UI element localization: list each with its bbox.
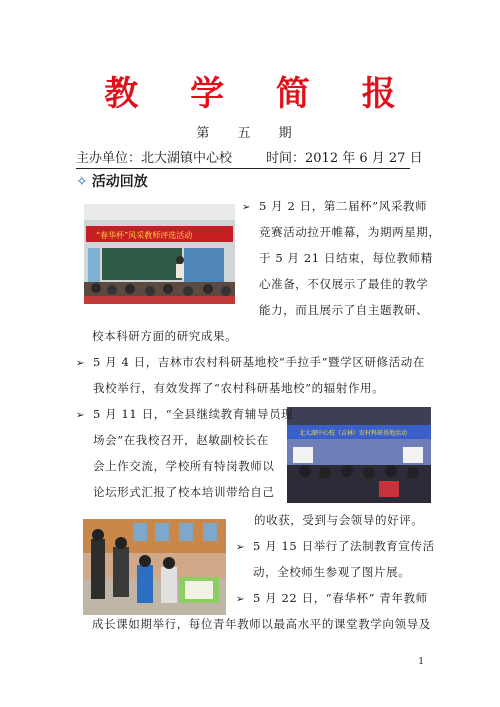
item-1-line-2: 竞赛活动拉开帷幕，为期两星期，: [259, 225, 441, 239]
classroom-photo-illustration: [84, 204, 235, 304]
publish-date: 时间：2012 年 6 月 27 日: [266, 151, 423, 166]
item-1-line-6: 校本科研方面的研究成果。: [92, 329, 238, 343]
banner-text: 北大湖中心校（吉林）农村科研基地活动: [299, 430, 408, 437]
item-1-line-4: 心准备，不仅展示了最佳的教学: [259, 277, 429, 291]
item-1-line-1: ➢ 5 月 2 日，第二届杯”风采教师: [242, 199, 428, 213]
arrow-bullet-icon: ➢: [236, 542, 245, 553]
diamond-outline-icon: ✧: [76, 174, 88, 190]
exhibition-photo-illustration: [83, 519, 226, 615]
issue-number: 第 五 期: [196, 126, 304, 141]
photo-conference: [287, 407, 431, 503]
item-3-line-2: 场会”在我校召开，赵敏副校长在: [93, 433, 269, 447]
page-number: 1: [418, 657, 424, 667]
arrow-bullet-icon: ➢: [76, 410, 85, 421]
item-2-line-2: 我校举行，有效发挥了“农村科研基地校”的辐射作用。: [93, 381, 385, 395]
item-5-line-1: ➢ 5 月 22 日，“春华杯” 青年教师: [236, 591, 428, 605]
photo-exhibition: [83, 519, 226, 615]
item-3-line-5: 的收获，受到与会领导的好评。: [254, 513, 424, 527]
item-3-line-3: 会上作交流，学校所有特岗教师以: [93, 459, 275, 473]
item-4-line-1: ➢ 5 月 15 日举行了法制教育宣传活: [236, 539, 435, 553]
banner-text: “春华杯”风采教师评选活动: [96, 231, 193, 240]
item-1-line-5: 能力，而且展示了自主题教研、: [259, 303, 429, 317]
section-title: 活动回放: [91, 174, 148, 190]
item-3-line-4: 论坛形式汇报了校本培训带给自己: [93, 485, 275, 499]
item-1-line-3: 于 5 月 21 日结束，每位教师精: [259, 251, 433, 265]
arrow-bullet-icon: ➢: [236, 594, 245, 605]
conference-photo-illustration: [287, 407, 431, 503]
arrow-bullet-icon: ➢: [242, 202, 251, 213]
item-5-line-2: 成长课如期举行，每位青年教师以最高水平的课堂教学向领导及: [92, 617, 431, 631]
organizer: 主办单位：北大湖镇中心校: [76, 151, 233, 166]
arrow-bullet-icon: ➢: [76, 358, 85, 369]
photo-classroom: [84, 204, 235, 304]
item-2-line-1: ➢ 5 月 4 日，吉林市农村科研基地校“手拉手”暨学区研修活动在: [76, 355, 425, 369]
newsletter-title: 教 学 简 报: [104, 74, 416, 114]
item-4-line-2: 动，全校师生参观了图片展。: [253, 565, 411, 579]
section-heading: [76, 171, 148, 191]
item-3-line-1: ➢ 5 月 11 日，“全县继续教育辅导员现: [76, 407, 294, 421]
header-meta: [76, 147, 423, 169]
